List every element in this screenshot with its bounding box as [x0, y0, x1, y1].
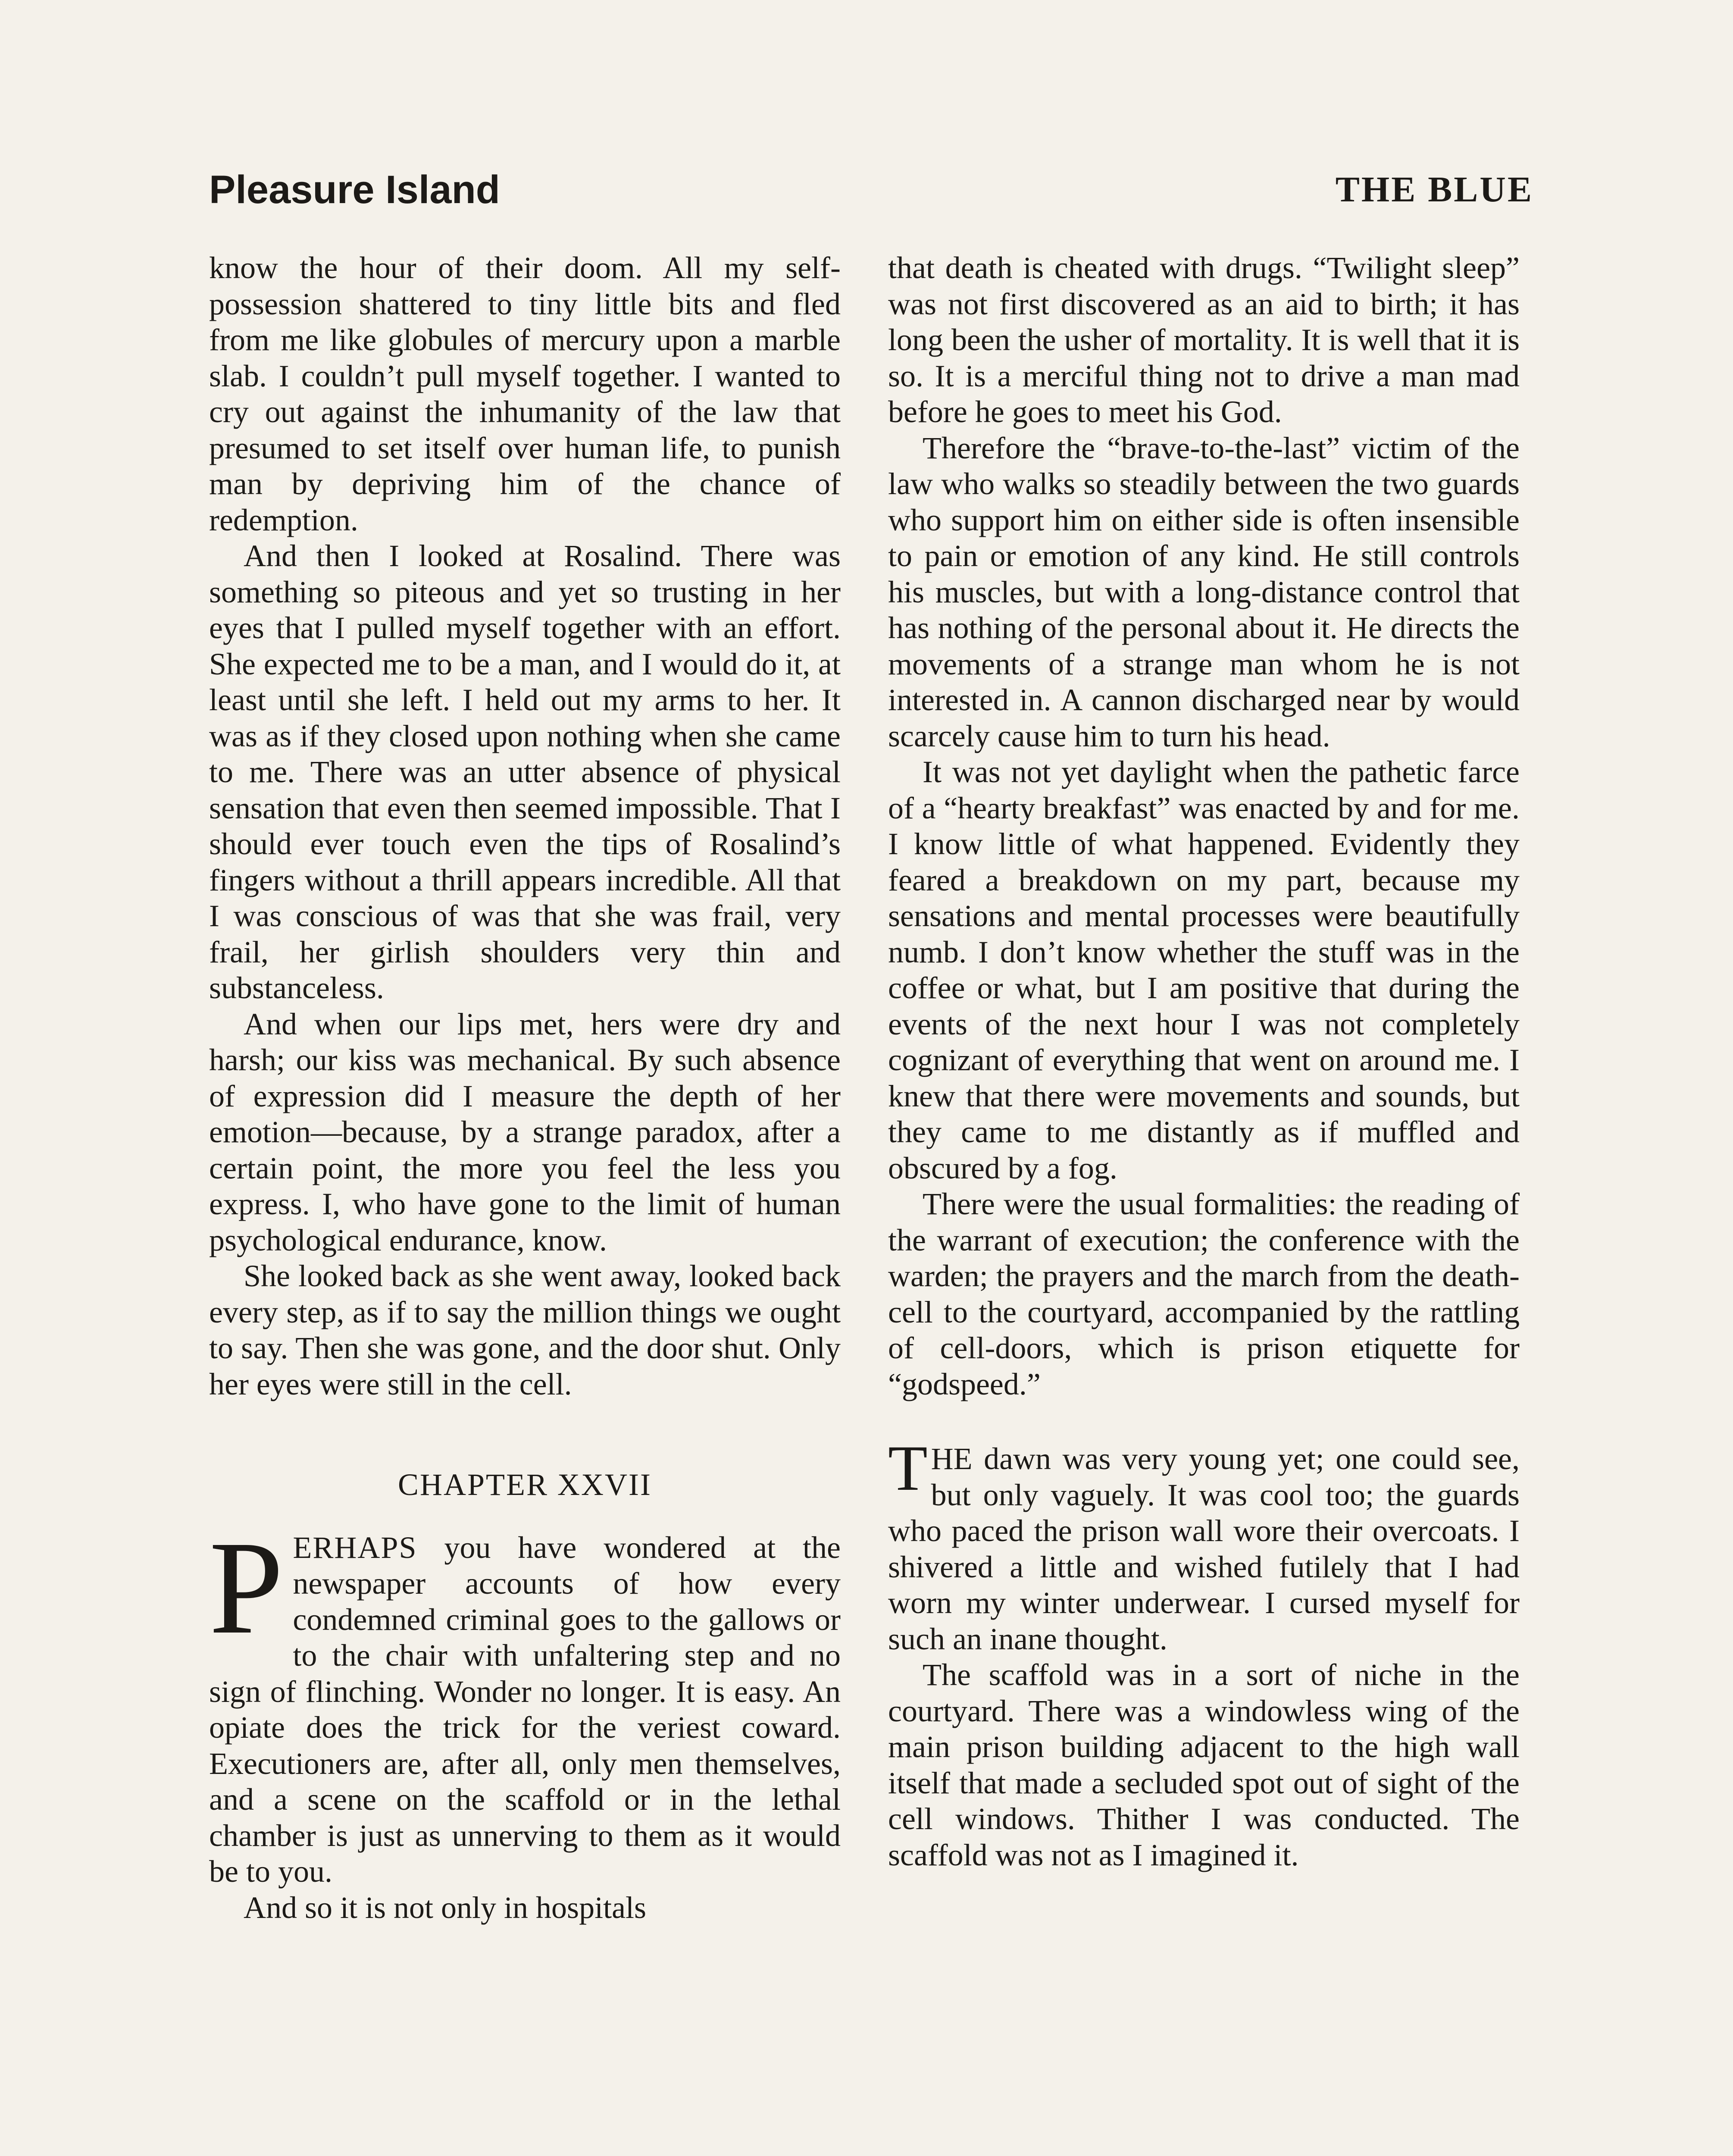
section-break — [888, 1402, 1520, 1441]
left-column — [209, 250, 841, 1926]
paragraph: The scaffold was in a sort of niche in the courtyard. There was a windowless wing of the main prison building adjacent to the high wall itself that made a secluded spot out of sight of the cell windows. Thither I was conducted. The scaffold was not as I imagined it. — [888, 1658, 1520, 1872]
paragraph: know the hour of their doom. All my self-possession shattered to tiny little bits and fled from me like globules of mercury upon a marble slab. I couldn’t pull myself together. I wanted to cry out against the inhumanity of the law that presumed to set itself over human life, to punish man by depriving him of the chance of redemption. — [209, 251, 841, 537]
section-opening-paragraph — [888, 1432, 1520, 1657]
running-header — [209, 155, 1533, 224]
paragraph: She looked back as she went away, looked back every step, as if to say the million things we ought to say. Then she was gone, and the door shut. Only her eyes were still in the cell. — [209, 1259, 841, 1401]
paragraph: There were the usual formalities: the reading of the warrant of execution; the conference with the warden; the prayers and the march from the death-cell to the courtyard, accompanied by the rattling of cell-doors, which is prison etiquette for “godspeed.” — [888, 1187, 1520, 1401]
paragraph: And then I looked at Rosalind. There was something so piteous and yet so trusting in her eyes that I pulled myself together with an effort. She expected me to be a man, and I would do it, at least until she left. I held out my arms to her. It was as if they closed upon nothing when she came to me. There was an utter absence of physical sensation that even then seemed impossible. That I should ever touch even the tips of Rosalind’s fingers without a thrill appears incredible. All that I was conscious of was that she was frail, very frail, her girlish shoulders very thin and substanceless. — [209, 539, 841, 1005]
drop-cap: T — [888, 1432, 928, 1504]
story-title: Pleasure Island — [209, 168, 500, 212]
chapter-heading: CHAPTER XXVII — [398, 1467, 652, 1502]
paragraph: that death is cheated with drugs. “Twilight sleep” was not first discovered as an aid to birth; it has long been the usher of mortality. It is well that it is so. It is a merciful thing not to drive a man mad before he goes to meet his God. — [888, 251, 1520, 429]
paragraph: Therefore the “brave-to-the-last” victim of the law who walks so steadily between the two guards who support him on either side is often insensible to pain or emotion of any kind. He still controls his muscles, but with a long-distance control that has nothing of the personal about it. He directs the movements of a strange man whom he is not interested in. A cannon discharged near by would scarcely cause him to turn his head. — [888, 430, 1520, 753]
opening-words: ERHAPS — [293, 1530, 417, 1565]
chapter-opening-paragraph — [209, 1514, 841, 1890]
paragraph: It was not yet daylight when the pathetic farce of a “hearty breakfast” was enacted by and for me. I know little of what happened. Evidently they feared a breakdown on my part, because my sensations and mental processes were beautifully numb. I don’t know whether the stuff was in the coffee or what, but I am positive that during the events of the next hour I was not completely cognizant of everything that went on around me. I knew that there were movements and sounds, but they came to me distantly as if muffled and obscured by a fog. — [888, 755, 1520, 1185]
paragraph: And when our lips met, hers were dry and harsh; our kiss was mechanical. By such absence of expression did I measure the depth of her emotion—because, by a strange paradox, after a certain point, the more you feel the less you express. I, who have gone to the limit of human psychological endurance, know. — [209, 1006, 841, 1257]
drop-cap: P — [209, 1514, 284, 1662]
paragraph: And so it is not only in hospitals — [244, 1890, 647, 1925]
magazine-section: THE BLUE — [1335, 169, 1533, 210]
right-column — [888, 250, 1520, 1873]
paragraph-text: you have wondered at the newspaper accounts of how every condemned criminal goes to the gallows or to the chair with unfaltering step and no sign of flinching. Wonder no longer. It is easy. An opiate does the trick for the veriest coward. Executioners are, after all, only men themselves, and a scene on the scaffold or in the lethal chamber is just as unnerving to them as it would be to you. — [209, 1530, 841, 1889]
opening-word: HE — [931, 1442, 973, 1476]
paragraph-text: dawn was very young yet; one could see, but only vaguely. It was cool too; the guards who paced the prison wall wore their overcoats. I shivered a little and wished futilely that I had worn my winter underwear. I cursed myself for such an inane thought. — [888, 1442, 1520, 1656]
